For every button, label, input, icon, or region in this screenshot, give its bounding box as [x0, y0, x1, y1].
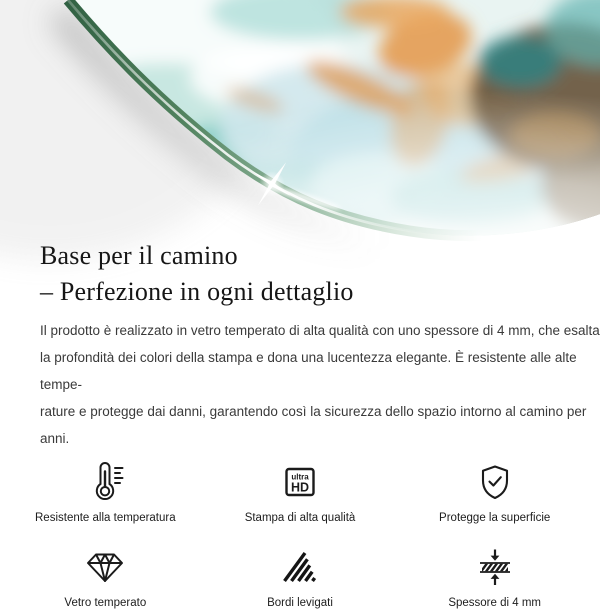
- product-description: [40, 317, 600, 452]
- title-line-1: Base per il camino: [40, 241, 238, 270]
- polished-edges-icon: [203, 544, 398, 590]
- feature-protection: [397, 459, 592, 525]
- feature-temperature: [8, 459, 203, 525]
- ultra-hd-badge-bottom: HD: [290, 480, 310, 495]
- description-line-2: la profondità dei colori della stampa e dona una lucentezza elegante. È resistente alle alte tempe-: [40, 350, 577, 392]
- shield-check-icon: [397, 459, 592, 505]
- feature-thickness: [397, 544, 592, 610]
- feature-label: Bordi levigati: [267, 597, 333, 609]
- diamond-icon: [8, 544, 203, 590]
- title-line-2: – Perfezione in ogni dettaglio: [40, 277, 354, 306]
- feature-grid: [0, 459, 600, 610]
- ultra-hd-icon: [203, 459, 398, 505]
- description-line-1: Il prodotto è realizzato in vetro temperato di alta qualità con uno spessore di 4 mm, che esalta: [40, 323, 600, 338]
- thickness-icon: [397, 544, 592, 590]
- description-line-3: rature e protegge dai danni, garantendo così la sicurezza dello spazio intorno al camino per anni.: [40, 404, 587, 446]
- feature-tempered-glass: [8, 544, 203, 610]
- feature-label: Protegge la superficie: [439, 512, 551, 524]
- feature-polished-edges: [203, 544, 398, 610]
- feature-label: Resistente alla temperatura: [35, 512, 176, 524]
- feature-print-quality: [203, 459, 398, 525]
- feature-label: Vetro temperato: [64, 597, 147, 609]
- page-title: [40, 238, 600, 310]
- feature-label: Stampa di alta qualità: [244, 512, 356, 524]
- thermometer-icon: [8, 459, 203, 505]
- ultra-hd-badge-top: ultra: [291, 472, 309, 482]
- feature-label: Spessore di 4 mm: [448, 597, 541, 609]
